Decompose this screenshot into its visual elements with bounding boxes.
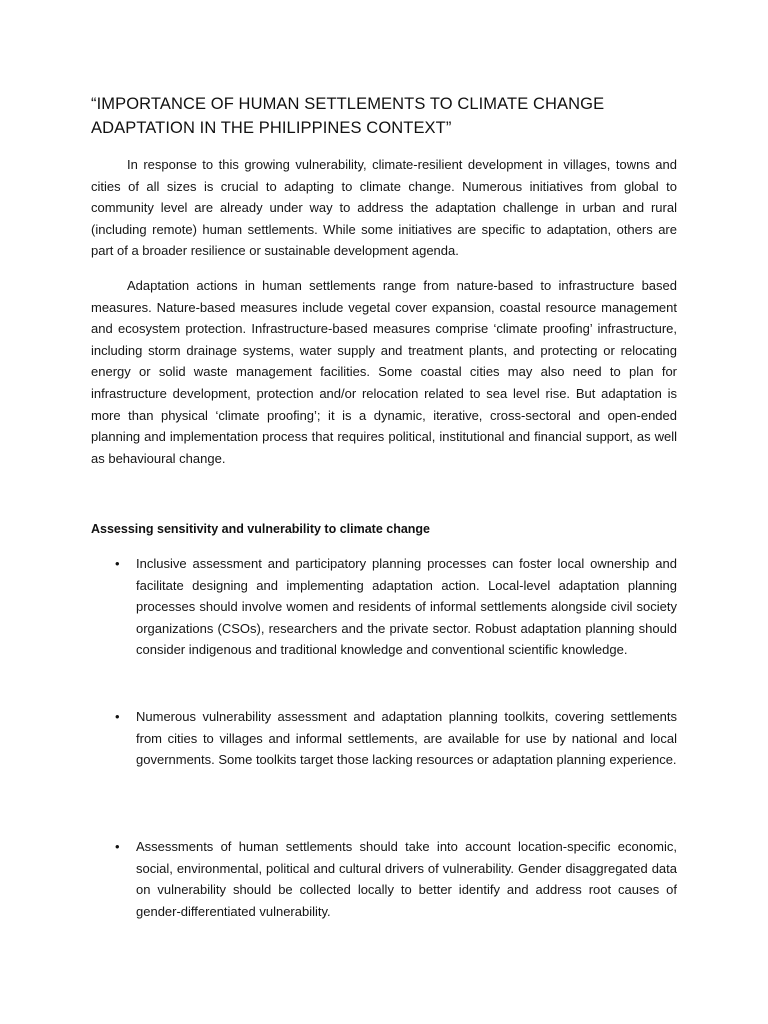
bullet-text: Inclusive assessment and participatory planning processes can foster local ownership and facilitate designing and implementing adaptation action. Local-level adaptation planning processes should involve women and residents of informal settlements alongside civil society organizations (CSOs), researchers and the private sector. Robust adaptation planning should consider indigenous and traditional knowledge and conventional scientific knowledge. bbox=[136, 556, 677, 658]
bullet-icon: • bbox=[115, 839, 120, 854]
bullet-icon: • bbox=[115, 556, 120, 571]
paragraph-adaptation-actions: Adaptation actions in human settlements range from nature-based to infrastructure based measures. Nature-based measures include vegetal cover expansion, coastal resource management and ecosystem protection. Infrastructure-based measures comprise ‘climate proofing’ infrastructure, including storm drainage systems, water supply and treatment plants, and protecting or relocating energy or solid waste management facilities. Some coastal cities may also need to plan for infrastructure development, protection and/or relocation related to sea level rise. But adaptation is more than physical ‘climate proofing’; it is a dynamic, iterative, cross-sectoral and open-ended planning and implementation process that requires political, institutional and financial support, as well as behavioural change. bbox=[91, 278, 677, 466]
paragraph-intro: In response to this growing vulnerability, climate-resilient development in villages, towns and cities of all sizes is crucial to adapting to climate change. Numerous initiatives from global to community level are already under way to address the adaptation challenge in urban and rural (including remote) human settlements. While some initiatives are specific to adaptation, others are part of a broader resilience or sustainable development agenda. bbox=[91, 157, 677, 259]
section-heading: Assessing sensitivity and vulnerability to climate change bbox=[91, 522, 431, 536]
bullet-icon: • bbox=[115, 709, 120, 724]
document-title: “IMPORTANCE OF HUMAN SETTLEMENTS TO CLIMATE CHANGE ADAPTATION IN THE PHILIPPINES CONTEXT” bbox=[91, 95, 605, 137]
bullet-text: Assessments of human settlements should take into account location-specific economic, social, environmental, political and cultural drivers of vulnerability. Gender disaggregated data on vulnerability should be collected locally to better identify and address root causes of gender-differentiated vulnerability. bbox=[136, 839, 677, 919]
bullet-text: Numerous vulnerability assessment and adaptation planning toolkits, covering settlements from cities to villages and informal settlements, are available for use by national and local governments. Some toolkits target those lacking resources or adaptation planning experience. bbox=[136, 709, 677, 768]
